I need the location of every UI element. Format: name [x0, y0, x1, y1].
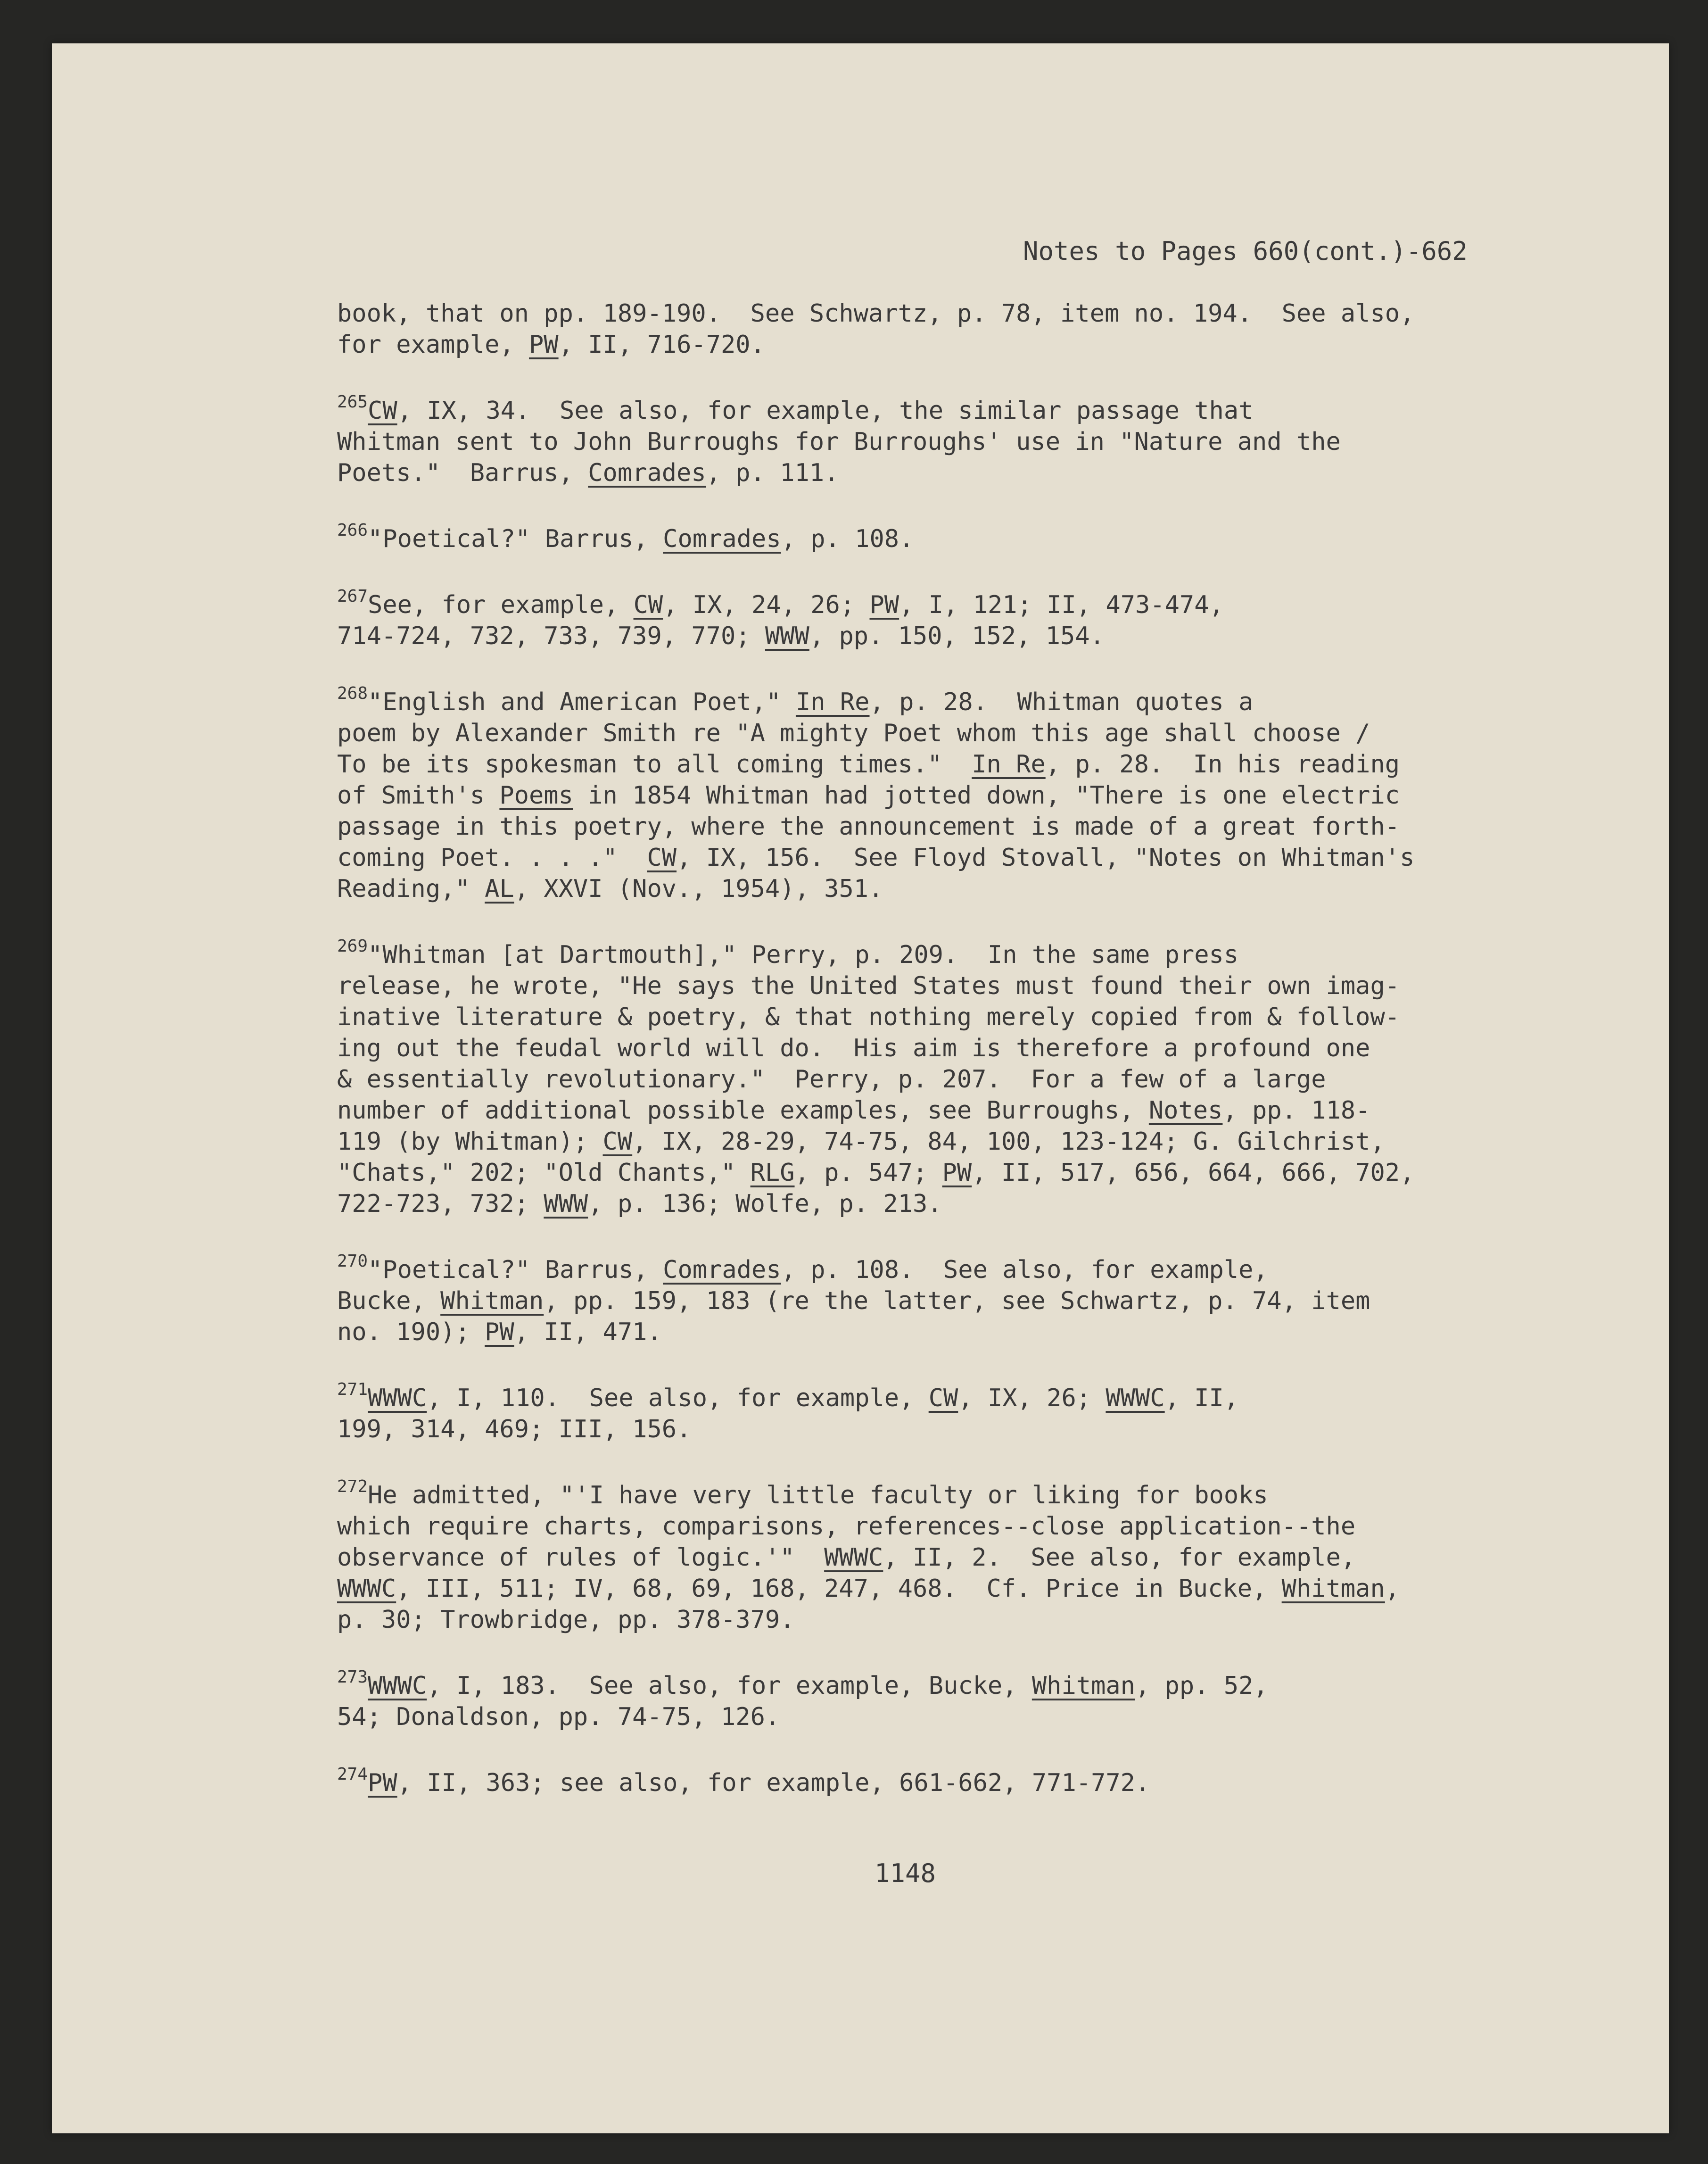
text-line	[337, 1414, 1414, 1445]
text-line	[337, 1380, 1414, 1414]
text-run: , p. 28. Whitman quotes a	[869, 688, 1254, 716]
text-line	[337, 298, 1414, 329]
text-run: , IX, 24, 26;	[663, 591, 870, 619]
note-number: 273	[337, 1667, 368, 1687]
paragraph-gap	[337, 652, 1414, 687]
text-line	[337, 621, 1414, 652]
paragraph-gap	[337, 1733, 1414, 1767]
underlined-title: RLG	[750, 1159, 795, 1187]
text-run: Reading,"	[337, 875, 485, 903]
text-line	[337, 1188, 1414, 1219]
text-run: coming Poet. . . ."	[337, 844, 647, 872]
text-line	[337, 1095, 1414, 1126]
text-line	[337, 426, 1414, 457]
underlined-title: In Re	[795, 688, 870, 716]
text-line	[337, 1701, 1414, 1733]
text-line	[337, 1317, 1414, 1348]
text-line	[337, 329, 1414, 360]
underlined-title: Whitman	[1281, 1575, 1385, 1603]
text-run: , II, 471.	[514, 1318, 662, 1346]
text-line	[337, 873, 1414, 904]
note-number: 266	[337, 521, 368, 540]
underlined-title: Whitman	[1031, 1672, 1135, 1700]
text-line	[337, 1542, 1414, 1573]
text-run: , IX, 34. See also, for example, the similar passage that	[397, 397, 1254, 425]
note-paragraph	[337, 1477, 1414, 1635]
text-run: , p. 108.	[781, 525, 914, 553]
text-run: , p. 111.	[706, 459, 839, 487]
underlined-title: WWWC	[824, 1543, 883, 1572]
paragraph-gap	[337, 360, 1414, 395]
text-run: 119 (by Whitman);	[337, 1128, 603, 1156]
text-line	[337, 1511, 1414, 1542]
underlined-title: Poems	[499, 781, 573, 810]
text-run: book, that on pp. 189-190. See Schwartz, p. 78, item no. 194. See also,	[337, 299, 1415, 328]
underlined-title: WWW	[544, 1190, 588, 1218]
note-number: 272	[337, 1477, 368, 1496]
paragraph-gap	[337, 489, 1414, 523]
text-run: He admitted, "'I have very little faculty or liking for books	[368, 1481, 1268, 1509]
text-run: & essentially revolutionary." Perry, p. 207. For a few of a large	[337, 1065, 1326, 1094]
text-run: , pp. 118-	[1222, 1096, 1370, 1125]
note-number: 268	[337, 684, 368, 703]
text-line	[337, 1064, 1414, 1095]
text-run: , pp. 52,	[1135, 1672, 1268, 1700]
text-line	[337, 1254, 1414, 1285]
text-run: , XXVI (Nov., 1954), 351.	[514, 875, 883, 903]
underlined-title: Comrades	[588, 459, 706, 487]
text-run: , p. 136; Wolfe, p. 213.	[588, 1190, 942, 1218]
underlined-title: Notes	[1148, 1096, 1223, 1125]
text-run: "Chats," 202; "Old Chants,"	[337, 1159, 751, 1187]
text-run: p. 30; Trowbridge, pp. 378-379.	[337, 1606, 795, 1634]
text-line	[337, 589, 1414, 621]
text-run: Bucke,	[337, 1287, 441, 1315]
note-paragraph	[337, 1667, 1414, 1733]
text-run: , pp. 150, 152, 154.	[809, 622, 1105, 650]
note-paragraph	[337, 939, 1414, 1219]
text-run: "Poetical?" Barrus,	[368, 1256, 663, 1284]
paragraph-gap	[337, 1635, 1414, 1670]
underlined-title: CW	[647, 844, 677, 872]
note-paragraph	[337, 1254, 1414, 1348]
text-run: Poets." Barrus,	[337, 459, 588, 487]
note-number: 274	[337, 1765, 368, 1784]
text-run: poem by Alexander Smith re "A mighty Poet whom this age shall choose /	[337, 719, 1370, 747]
text-line	[337, 1477, 1414, 1511]
underlined-title: PW	[368, 1769, 397, 1797]
text-run: See, for example,	[368, 591, 634, 619]
typed-page	[52, 43, 1669, 2133]
text-run: 54; Donaldson, pp. 74-75, 126.	[337, 1703, 780, 1731]
underlined-title: CW	[633, 591, 663, 619]
page-number: 1148	[875, 1858, 936, 1888]
underlined-title: CW	[602, 1128, 633, 1156]
underlined-title: In Re	[972, 750, 1046, 779]
text-run: release, he wrote, "He says the United States must found their own imag-	[337, 972, 1400, 1000]
text-run: for example,	[337, 331, 529, 359]
note-paragraph	[337, 1380, 1414, 1445]
text-line	[337, 1604, 1414, 1635]
underlined-title: CW	[368, 397, 397, 425]
notes-body	[337, 298, 1414, 1799]
paragraph-gap	[337, 1445, 1414, 1480]
underlined-title: WWWC	[368, 1672, 427, 1700]
text-run: , IX, 156. See Floyd Stovall, "Notes on Whitman's	[677, 844, 1415, 872]
note-paragraph	[337, 523, 1414, 555]
text-line	[337, 1573, 1414, 1604]
text-line	[337, 1002, 1414, 1033]
text-run: , I, 183. See also, for example, Bucke,	[427, 1672, 1032, 1700]
text-run: , pp. 159, 183 (re the latter, see Schwartz, p. 74, item	[544, 1287, 1370, 1315]
paragraph-gap	[337, 1219, 1414, 1254]
underlined-title: WWW	[765, 622, 809, 650]
text-run: , II, 517, 656, 664, 666, 702,	[972, 1159, 1415, 1187]
note-number: 271	[337, 1380, 368, 1399]
note-number: 270	[337, 1252, 368, 1271]
text-run: of Smith's	[337, 781, 500, 810]
note-paragraph	[337, 684, 1415, 904]
underlined-title: Whitman	[440, 1287, 544, 1315]
text-run: , II, 2. See also, for example,	[883, 1543, 1356, 1572]
text-line	[337, 1667, 1414, 1701]
text-line	[337, 749, 1414, 780]
text-run: no. 190);	[337, 1318, 485, 1346]
text-run: inative literature & poetry, & that nothing merely copied from & follow-	[337, 1003, 1400, 1031]
text-run: 714-724, 732, 733, 739, 770;	[337, 622, 765, 650]
text-run: , II,	[1164, 1384, 1239, 1412]
note-number: 269	[337, 937, 368, 956]
text-run: Whitman sent to John Burroughs for Burroughs' use in "Nature and the	[337, 428, 1341, 456]
text-line	[337, 939, 1414, 970]
text-run: "English and American Poet,"	[368, 688, 796, 716]
text-run: , p. 28. In his reading	[1045, 750, 1400, 779]
text-run: , III, 511; IV, 68, 69, 168, 247, 468. Cf. Price in Bucke,	[396, 1575, 1282, 1603]
text-run: , I, 110. See also, for example,	[427, 1384, 929, 1412]
text-run: 199, 314, 469; III, 156.	[337, 1415, 692, 1443]
text-line	[337, 842, 1414, 873]
paragraph-gap	[337, 555, 1414, 589]
text-line	[337, 523, 1414, 555]
underlined-title: PW	[529, 331, 559, 359]
paragraph-gap	[337, 1348, 1414, 1383]
note-paragraph	[337, 589, 1414, 652]
text-run: passage in this poetry, where the announcement is made of a great forth-	[337, 813, 1400, 841]
text-run: "Poetical?" Barrus,	[368, 525, 663, 553]
text-run: 722-723, 732;	[337, 1190, 544, 1218]
underlined-title: PW	[485, 1318, 514, 1346]
underlined-title: WWWC	[1106, 1384, 1165, 1412]
text-line	[337, 1033, 1414, 1064]
text-run: ,	[1385, 1575, 1400, 1603]
text-run: , p. 108. See also, for example,	[781, 1256, 1268, 1284]
underlined-title: PW	[942, 1159, 972, 1187]
underlined-title: Comrades	[663, 525, 781, 553]
text-run: , p. 547;	[794, 1159, 942, 1187]
text-run: , IX, 26;	[958, 1384, 1106, 1412]
text-run: , I, 121; II, 473-474,	[899, 591, 1224, 619]
note-paragraph	[337, 1767, 1414, 1799]
text-run: in 1854 Whitman had jotted down, "There is one electric	[573, 781, 1400, 810]
text-run: , II, 363; see also, for example, 661-662, 771-772.	[397, 1769, 1150, 1797]
page-header: Notes to Pages 660(cont.)-662	[1023, 236, 1468, 266]
text-run: , IX, 28-29, 74-75, 84, 100, 123-124; G. Gilchrist,	[632, 1128, 1385, 1156]
note-paragraph	[337, 392, 1414, 489]
note-number: 267	[337, 587, 368, 606]
text-run: "Whitman [at Dartmouth]," Perry, p. 209. In the same press	[368, 941, 1239, 969]
paragraph-gap	[337, 904, 1414, 939]
text-run: number of additional possible examples, see Burroughs,	[337, 1096, 1149, 1125]
text-line	[337, 811, 1414, 842]
text-run: observance of rules of logic.'"	[337, 1543, 825, 1572]
text-line	[337, 1157, 1414, 1188]
underlined-title: PW	[869, 591, 899, 619]
underlined-title: CW	[928, 1384, 958, 1412]
underlined-title: WWWC	[337, 1575, 396, 1603]
note-paragraph	[337, 298, 1414, 360]
text-line	[337, 1126, 1414, 1157]
underlined-title: AL	[485, 875, 514, 903]
text-run: , II, 716-720.	[558, 331, 765, 359]
note-number: 265	[337, 392, 368, 412]
text-line	[337, 1285, 1414, 1317]
text-line	[337, 718, 1414, 749]
text-run: ing out the feudal world will do. His aim is therefore a profound one	[337, 1034, 1370, 1062]
underlined-title: Comrades	[663, 1256, 781, 1284]
text-line	[337, 392, 1414, 426]
text-run: To be its spokesman to all coming times."	[337, 750, 972, 779]
text-line	[337, 780, 1414, 811]
text-line	[337, 1767, 1414, 1799]
text-line	[337, 970, 1414, 1002]
underlined-title: WWWC	[368, 1384, 427, 1412]
text-run: which require charts, comparisons, references--close application--the	[337, 1512, 1356, 1541]
text-line	[337, 684, 1414, 718]
text-line	[337, 457, 1414, 489]
